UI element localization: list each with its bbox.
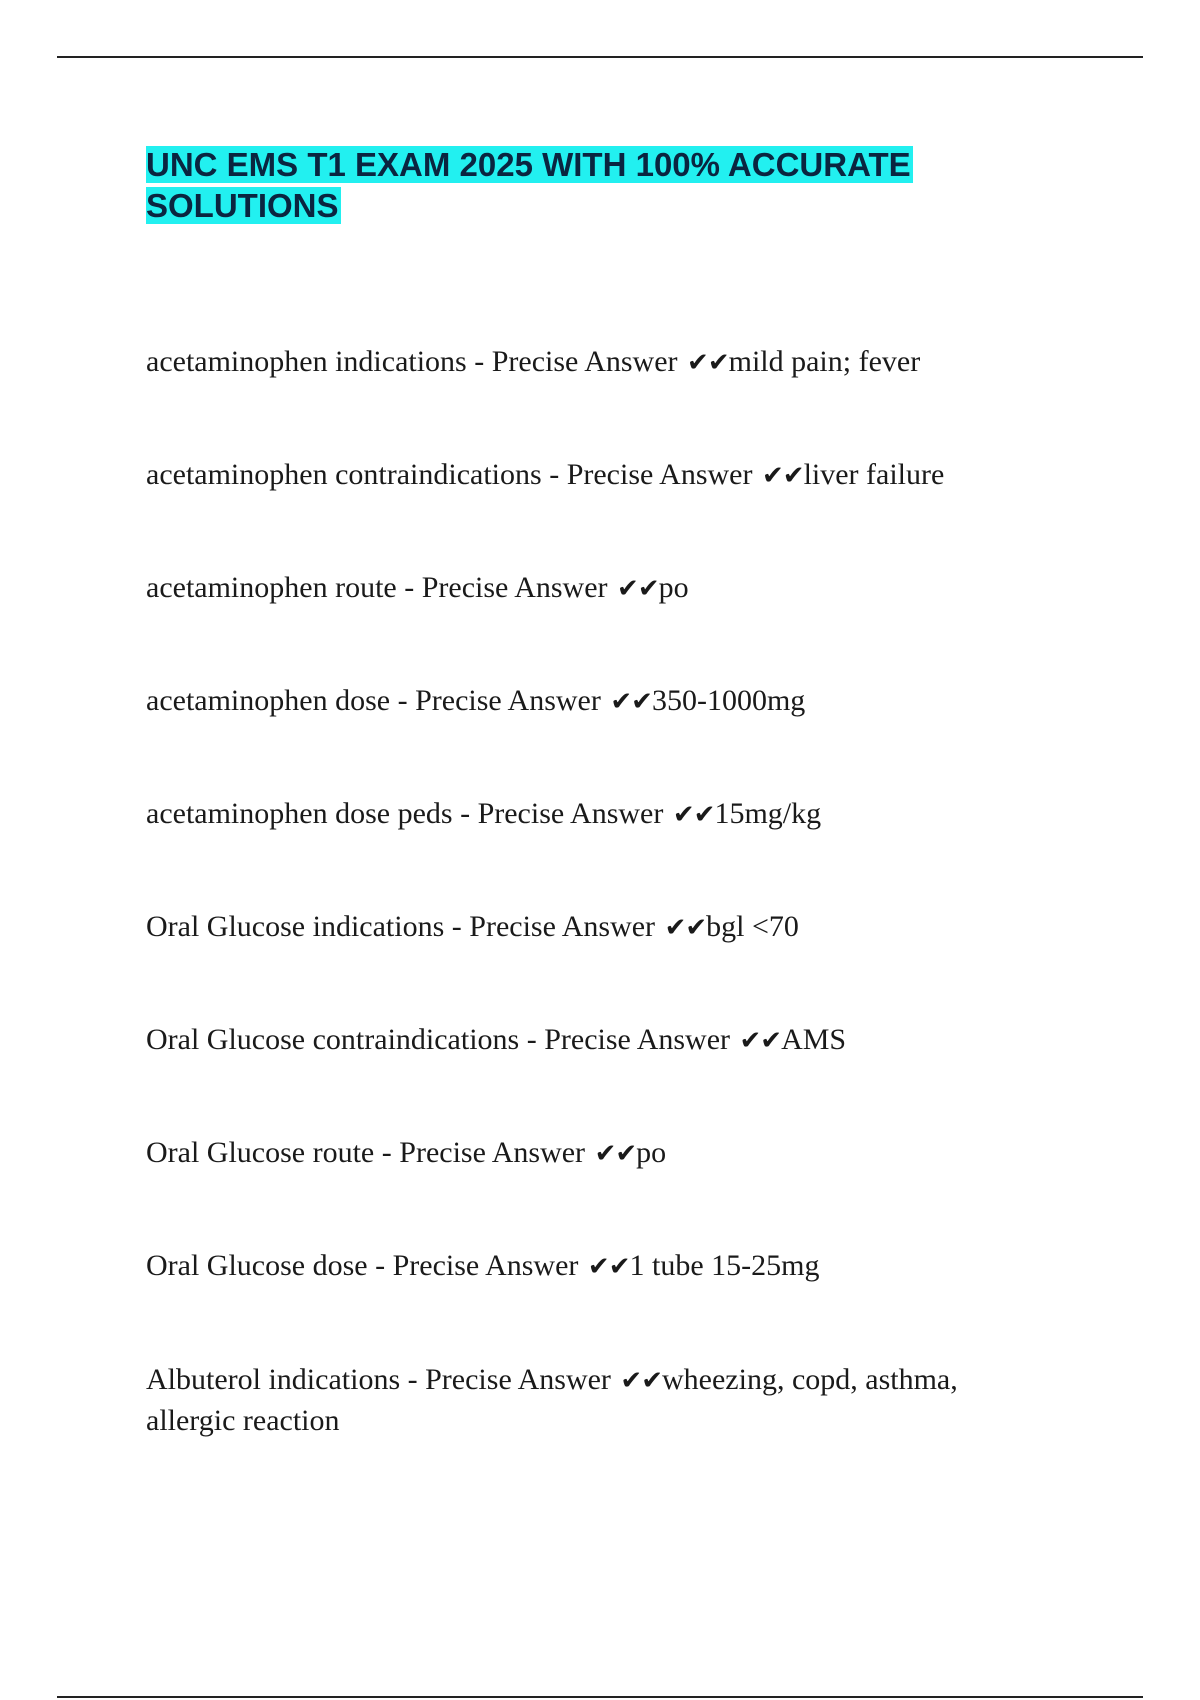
qa-item: Oral Glucose indications - Precise Answer ✔✔bgl <70	[146, 910, 799, 943]
question-text: Albuterol indications	[146, 1363, 401, 1396]
answer-text: wheezing, copd, asthma, allergic reaction	[146, 1363, 958, 1437]
question-text: acetaminophen contraindications	[146, 458, 542, 491]
answer-prefix: Precise Answer	[491, 345, 678, 378]
bottom-rule	[57, 1696, 1143, 1698]
answer-text: po	[658, 571, 689, 604]
qa-item: acetaminophen indications - Precise Answer ✔✔mild pain; fever	[146, 345, 921, 378]
check-marks-icon: ✔✔	[664, 913, 707, 943]
answer-prefix: Precise Answer	[566, 458, 753, 491]
answer-prefix: Precise Answer	[477, 797, 664, 830]
answer-text: 1 tube 15-25mg	[629, 1249, 820, 1282]
answer-text: bgl <70	[706, 910, 799, 943]
answer-prefix: Precise Answer	[469, 910, 656, 943]
question-text: Oral Glucose indications	[146, 910, 445, 943]
check-marks-icon: ✔✔	[739, 1026, 782, 1056]
check-marks-icon: ✔✔	[672, 800, 715, 830]
qa-item: acetaminophen contraindications - Precise Answer ✔✔liver failure	[146, 458, 945, 491]
answer-prefix: Precise Answer	[415, 684, 601, 717]
title-highlight: UNC EMS T1 EXAM 2025 WITH 100% ACCURATE SOLUTIONS	[146, 146, 911, 224]
answer-prefix: Precise Answer	[425, 1363, 611, 1396]
question-text: acetaminophen route	[146, 571, 397, 604]
qa-item: Albuterol indications - Precise Answer ✔✔wheezing, copd, asthma, allergic reaction	[146, 1363, 958, 1437]
answer-prefix: Precise Answer	[392, 1249, 579, 1282]
answer-text: 15mg/kg	[714, 797, 822, 830]
top-rule	[57, 56, 1143, 58]
question-text: acetaminophen indications	[146, 345, 467, 378]
answer-prefix: Precise Answer	[421, 571, 608, 604]
answer-text: mild pain; fever	[728, 345, 921, 378]
question-text: acetaminophen dose	[146, 684, 391, 717]
qa-item: acetaminophen route - Precise Answer ✔✔po	[146, 571, 689, 604]
question-text: acetaminophen dose peds	[146, 797, 453, 830]
check-marks-icon: ✔✔	[587, 1252, 630, 1282]
qa-item: Oral Glucose route - Precise Answer ✔✔po	[146, 1136, 667, 1169]
answer-prefix: Precise Answer	[544, 1023, 731, 1056]
question-text: Oral Glucose dose	[146, 1249, 368, 1282]
check-marks-icon: ✔✔	[617, 574, 659, 604]
answer-text: AMS	[781, 1023, 847, 1056]
qa-item: Oral Glucose dose - Precise Answer ✔✔1 tube 15-25mg	[146, 1249, 820, 1282]
document-title	[146, 144, 1046, 226]
check-marks-icon: ✔✔	[610, 687, 652, 717]
qa-item: acetaminophen dose peds - Precise Answer ✔✔15mg/kg	[146, 797, 822, 830]
answer-text: po	[636, 1136, 667, 1169]
question-text: Oral Glucose contraindications	[146, 1023, 520, 1056]
check-marks-icon: ✔✔	[687, 348, 729, 378]
answer-prefix: Precise Answer	[399, 1136, 586, 1169]
check-marks-icon: ✔✔	[761, 461, 804, 491]
check-marks-icon: ✔✔	[594, 1139, 637, 1169]
qa-item: acetaminophen dose - Precise Answer ✔✔350-1000mg	[146, 684, 806, 717]
qa-item: Oral Glucose contraindications - Precise Answer ✔✔AMS	[146, 1023, 847, 1056]
check-marks-icon: ✔✔	[620, 1366, 662, 1396]
answer-text: liver failure	[803, 458, 945, 491]
question-text: Oral Glucose route	[146, 1136, 375, 1169]
answer-text: 350-1000mg	[651, 684, 806, 717]
